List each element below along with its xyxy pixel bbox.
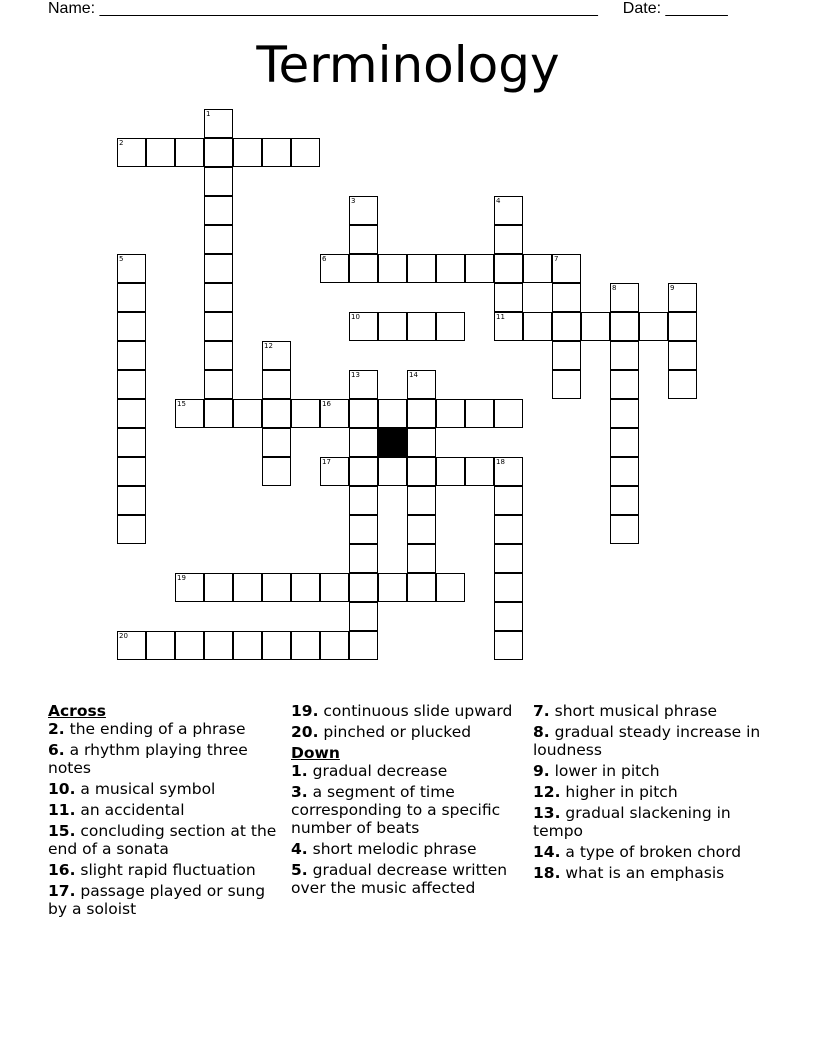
clue-text: higher in pitch	[560, 783, 678, 801]
grid-cell[interactable]	[407, 312, 436, 341]
grid-cell[interactable]	[610, 341, 639, 370]
grid-cell[interactable]	[320, 457, 349, 486]
grid-cell[interactable]	[349, 544, 378, 573]
grid-cell[interactable]	[146, 138, 175, 167]
grid-cell[interactable]	[610, 283, 639, 312]
grid-cell[interactable]	[117, 341, 146, 370]
clue-number: 15.	[48, 822, 76, 840]
grid-cell[interactable]	[523, 254, 552, 283]
cell-number: 10	[351, 313, 360, 321]
down-clue	[533, 783, 765, 801]
cell-number: 14	[409, 371, 418, 379]
grid-cell[interactable]	[494, 631, 523, 660]
grid-cell[interactable]	[436, 573, 465, 602]
grid-cell[interactable]	[494, 312, 523, 341]
grid-cell[interactable]	[436, 312, 465, 341]
cell-number: 9	[670, 284, 675, 292]
grid-cell[interactable]	[552, 254, 581, 283]
date-label: Date:	[622, 0, 662, 17]
grid-cell[interactable]	[204, 370, 233, 399]
grid-cell[interactable]	[407, 399, 436, 428]
grid-cell[interactable]	[407, 457, 436, 486]
grid-cell[interactable]	[494, 515, 523, 544]
down-clue	[533, 804, 765, 840]
cell-number: 6	[322, 255, 327, 263]
grid-cell[interactable]	[349, 399, 378, 428]
cell-number: 17	[322, 458, 331, 466]
grid-cell[interactable]	[233, 631, 262, 660]
grid-cell[interactable]	[204, 312, 233, 341]
grid-cell[interactable]	[378, 254, 407, 283]
grid-cell[interactable]	[407, 486, 436, 515]
grid-cell[interactable]	[233, 138, 262, 167]
grid-cell[interactable]	[552, 341, 581, 370]
grid-cell[interactable]	[262, 399, 291, 428]
grid-cell[interactable]	[117, 457, 146, 486]
grid-cell[interactable]	[378, 399, 407, 428]
grid-cell[interactable]	[146, 631, 175, 660]
grid-cell[interactable]	[117, 312, 146, 341]
grid-cell[interactable]	[204, 283, 233, 312]
clue-number: 19.	[291, 702, 319, 720]
grid-cell[interactable]	[494, 399, 523, 428]
across-heading: Across	[48, 702, 106, 720]
grid-cell[interactable]	[262, 428, 291, 457]
grid-cell[interactable]	[175, 138, 204, 167]
grid-cell[interactable]	[610, 515, 639, 544]
clue-text: short melodic phrase	[307, 840, 477, 858]
grid-cell[interactable]	[465, 399, 494, 428]
grid-cell[interactable]	[349, 486, 378, 515]
grid-cell[interactable]	[204, 225, 233, 254]
clue-number: 3.	[291, 783, 308, 801]
clue-number: 18.	[533, 864, 561, 882]
grid-cell[interactable]	[407, 515, 436, 544]
grid-cell[interactable]	[668, 312, 697, 341]
grid-cell[interactable]	[117, 515, 146, 544]
grid-cell[interactable]	[436, 399, 465, 428]
grid-cell[interactable]	[610, 428, 639, 457]
clue-text: gradual slackening in tempo	[533, 804, 731, 840]
clue-number: 7.	[533, 702, 550, 720]
grid-cell[interactable]	[610, 486, 639, 515]
grid-cell[interactable]	[262, 457, 291, 486]
grid-cell[interactable]	[117, 631, 146, 660]
grid-cell[interactable]	[204, 399, 233, 428]
across-clue	[291, 702, 523, 720]
grid-cell[interactable]	[378, 312, 407, 341]
grid-cell[interactable]	[262, 138, 291, 167]
down-clue	[533, 762, 765, 780]
across-clue	[48, 822, 280, 858]
grid-cell[interactable]	[639, 312, 668, 341]
grid-cell[interactable]	[407, 254, 436, 283]
grid-cell[interactable]	[494, 602, 523, 631]
grid-cell[interactable]	[204, 341, 233, 370]
grid-cell[interactable]	[117, 370, 146, 399]
grid-cell[interactable]	[668, 341, 697, 370]
grid-cell[interactable]	[204, 167, 233, 196]
down-clue	[291, 861, 523, 897]
clue-number: 1.	[291, 762, 308, 780]
down-clue	[533, 723, 765, 759]
grid-cell[interactable]	[436, 457, 465, 486]
across-clue	[48, 780, 280, 798]
down-clue	[291, 783, 523, 837]
clue-number: 9.	[533, 762, 550, 780]
cell-number: 11	[496, 313, 505, 321]
cell-number: 3	[351, 197, 356, 205]
grid-cell[interactable]	[291, 399, 320, 428]
down-clue	[291, 840, 523, 858]
grid-cell[interactable]	[233, 573, 262, 602]
across-clues-part-1	[48, 720, 280, 918]
cell-number: 20	[119, 632, 128, 640]
clue-text: gradual decrease written over the music affected	[291, 861, 508, 897]
across-clue	[48, 882, 280, 918]
clue-text: what is an emphasis	[560, 864, 725, 882]
grid-cell[interactable]	[349, 457, 378, 486]
cell-number: 2	[119, 139, 124, 147]
grid-cell[interactable]	[581, 312, 610, 341]
down-clue	[533, 864, 765, 882]
page-title: Terminology	[256, 36, 560, 94]
clue-text: a type of broken chord	[560, 843, 742, 861]
clue-text: a rhythm playing three notes	[48, 741, 248, 777]
cell-number: 19	[177, 574, 186, 582]
down-clues-part-2	[533, 702, 765, 882]
grid-cell[interactable]	[117, 486, 146, 515]
grid-cell[interactable]	[349, 196, 378, 225]
clue-number: 20.	[291, 723, 319, 741]
clue-number: 10.	[48, 780, 76, 798]
grid-cell[interactable]	[436, 254, 465, 283]
grid-cell[interactable]	[378, 457, 407, 486]
grid-cell[interactable]	[610, 457, 639, 486]
clue-number: 2.	[48, 720, 65, 738]
grid-cell[interactable]	[494, 196, 523, 225]
across-clues-part-2	[291, 702, 523, 741]
grid-cell[interactable]	[494, 283, 523, 312]
grid-cell[interactable]	[552, 283, 581, 312]
clue-number: 13.	[533, 804, 561, 822]
clue-number: 17.	[48, 882, 76, 900]
grid-cell[interactable]	[291, 631, 320, 660]
grid-cell[interactable]	[175, 631, 204, 660]
grid-cell[interactable]	[610, 399, 639, 428]
grid-cell[interactable]	[204, 138, 233, 167]
grid-cell[interactable]	[407, 428, 436, 457]
grid-cell[interactable]	[117, 283, 146, 312]
grid-cell[interactable]	[204, 573, 233, 602]
grid-cell[interactable]	[349, 225, 378, 254]
across-clue	[291, 723, 523, 741]
clue-text: a musical symbol	[75, 780, 216, 798]
grid-cell[interactable]	[610, 370, 639, 399]
name-label: Name:	[48, 0, 96, 17]
cell-number: 7	[554, 255, 559, 263]
grid-cell[interactable]	[349, 515, 378, 544]
grid-cell[interactable]	[378, 573, 407, 602]
clue-text: gradual steady increase in loudness	[533, 723, 761, 759]
grid-cell[interactable]	[204, 631, 233, 660]
clue-number: 16.	[48, 861, 76, 879]
clue-text: slight rapid fluctuation	[75, 861, 256, 879]
clue-column-2	[291, 702, 523, 900]
grid-cell[interactable]	[320, 254, 349, 283]
clue-number: 4.	[291, 840, 308, 858]
grid-cell[interactable]	[291, 138, 320, 167]
grid-cell[interactable]	[117, 138, 146, 167]
clue-column-1	[48, 702, 280, 921]
cell-number: 4	[496, 197, 501, 205]
grid-cell[interactable]	[494, 544, 523, 573]
grid-cell[interactable]	[320, 631, 349, 660]
down-clues-part-1	[291, 762, 523, 897]
grid-cell[interactable]	[552, 370, 581, 399]
grid-cell[interactable]	[204, 254, 233, 283]
clue-number: 11.	[48, 801, 76, 819]
grid-cell[interactable]	[407, 370, 436, 399]
grid-cell[interactable]	[262, 370, 291, 399]
clue-number: 14.	[533, 843, 561, 861]
date-blank[interactable]: _______	[665, 0, 728, 17]
grid-cell[interactable]	[349, 370, 378, 399]
grid-cell[interactable]	[494, 486, 523, 515]
grid-cell[interactable]	[262, 631, 291, 660]
clue-text: a segment of time corresponding to a specific number of beats	[291, 783, 501, 837]
black-cell	[378, 428, 407, 457]
grid-cell[interactable]	[465, 254, 494, 283]
grid-cell[interactable]	[117, 399, 146, 428]
grid-cell[interactable]	[523, 312, 552, 341]
clue-text: short musical phrase	[549, 702, 718, 720]
down-clue	[533, 843, 765, 861]
down-clue	[533, 702, 765, 720]
grid-cell[interactable]	[262, 341, 291, 370]
header-line	[48, 0, 728, 18]
grid-cell[interactable]	[407, 573, 436, 602]
cell-number: 18	[496, 458, 505, 466]
grid-cell[interactable]	[320, 573, 349, 602]
grid-cell[interactable]	[349, 631, 378, 660]
down-clue	[291, 762, 523, 780]
clue-number: 12.	[533, 783, 561, 801]
cell-number: 8	[612, 284, 617, 292]
cell-number: 1	[206, 110, 211, 118]
grid-cell[interactable]	[668, 283, 697, 312]
grid-cell[interactable]	[610, 312, 639, 341]
across-clue	[48, 720, 280, 738]
across-clue	[48, 861, 280, 879]
across-clue	[48, 741, 280, 777]
grid-cell[interactable]	[465, 457, 494, 486]
clue-number: 8.	[533, 723, 550, 741]
clue-number: 6.	[48, 741, 65, 759]
grid-cell[interactable]	[552, 312, 581, 341]
grid-cell[interactable]	[349, 312, 378, 341]
grid-cell[interactable]	[204, 109, 233, 138]
cell-number: 13	[351, 371, 360, 379]
grid-cell[interactable]	[175, 573, 204, 602]
clue-text: lower in pitch	[549, 762, 660, 780]
grid-cell[interactable]	[349, 602, 378, 631]
cell-number: 16	[322, 400, 331, 408]
grid-cell[interactable]	[204, 196, 233, 225]
grid-cell[interactable]	[349, 428, 378, 457]
across-clue	[48, 801, 280, 819]
clue-text: continuous slide upward	[318, 702, 513, 720]
grid-cell[interactable]	[175, 399, 204, 428]
grid-cell[interactable]	[668, 370, 697, 399]
cell-number: 15	[177, 400, 186, 408]
clue-text: passage played or sung by a soloist	[48, 882, 266, 918]
grid-cell[interactable]	[494, 225, 523, 254]
clue-column-3	[533, 702, 765, 885]
clue-text: pinched or plucked	[318, 723, 472, 741]
clue-number: 5.	[291, 861, 308, 879]
grid-cell[interactable]	[494, 457, 523, 486]
name-blank[interactable]: ________________________________________________________	[99, 0, 598, 17]
grid-cell[interactable]	[117, 254, 146, 283]
clue-text: concluding section at the end of a sonata	[48, 822, 277, 858]
grid-cell[interactable]	[320, 399, 349, 428]
cell-number: 5	[119, 255, 124, 263]
grid-cell[interactable]	[349, 573, 378, 602]
grid-cell[interactable]	[262, 573, 291, 602]
clue-text: the ending of a phrase	[64, 720, 246, 738]
grid-cell[interactable]	[349, 254, 378, 283]
grid-cell[interactable]	[117, 428, 146, 457]
grid-cell[interactable]	[494, 573, 523, 602]
clue-text: an accidental	[75, 801, 185, 819]
grid-cell[interactable]	[494, 254, 523, 283]
grid-cell[interactable]	[291, 573, 320, 602]
clue-text: gradual decrease	[307, 762, 448, 780]
cell-number: 12	[264, 342, 273, 350]
grid-cell[interactable]	[233, 399, 262, 428]
down-heading: Down	[291, 744, 340, 762]
grid-cell[interactable]	[407, 544, 436, 573]
